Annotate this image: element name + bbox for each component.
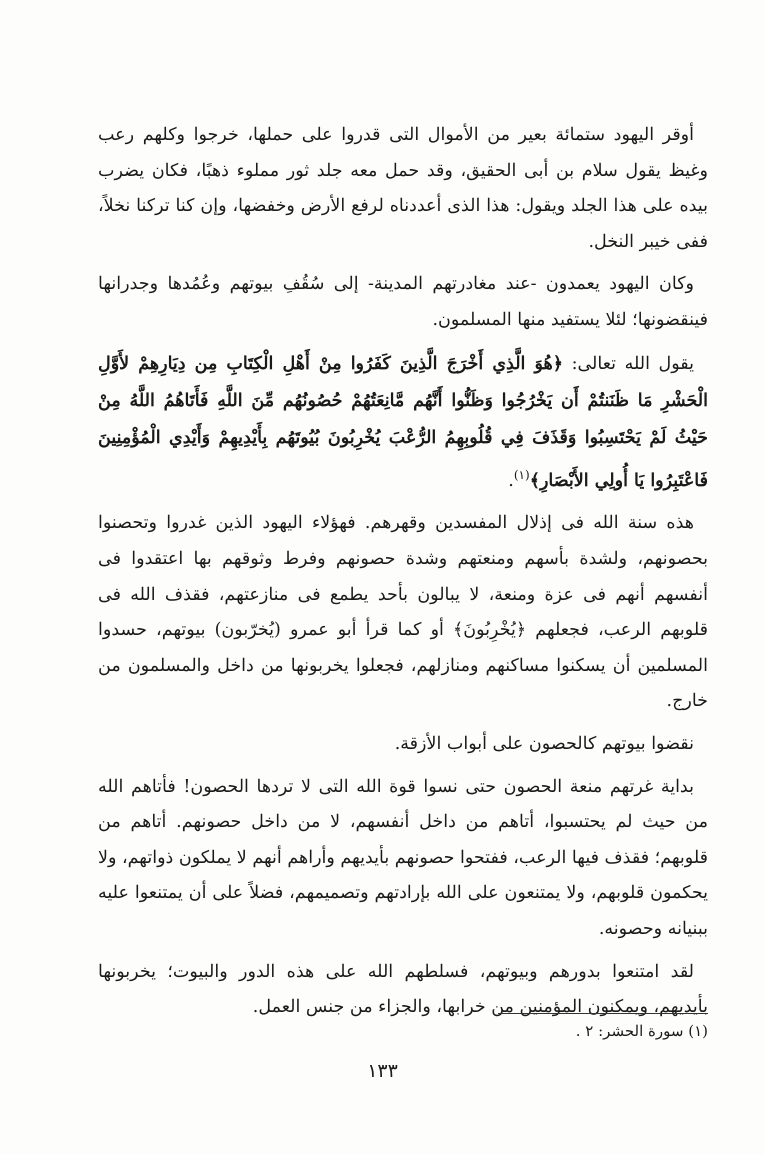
paragraph-4: نقضوا بيوتهم كالحصون على أبواب الأزقة. [394,733,694,754]
quran-end: . [508,470,514,491]
paragraph-5: بداية غرتهم منعة الحصون حتى نسوا قوة الله التى لا تردها الحصون! فأتاهم الله من حيث لم يحتسبوا، أتاهم من داخل أنفسهم، لا من داخل حصونهم. أتاهم من قلوبهم؛ فقذف فيها الرعب، ففتحوا حصونهم بأيديهم وأراهم أنهم لا يملكون ذواتهم، ولا يحكمون قلوبهم، ولا يمتنعون على الله بإرادتهم وتصميمهم، فضلاً على أن يمتنعوا عليه ببنيانه وحصونه. [97,776,708,939]
page-number: ١٣٣ [367,1060,398,1082]
footnote-reference: (١) [513,467,530,482]
quran-paragraph [98,346,708,500]
footnote-divider [498,1013,708,1014]
paragraph-3: هذه سنة الله فى إذلال المفسدين وقهرهم. فهؤلاء اليهود الذين غدروا وتحصنوا بحصونهم، ولشدة بأسهم ومنعتهم وشدة حصونهم وفرط وثوقهم بها اعتقدوا فى أنفسهم أنهم فى عزة ومنعة، لا يبالون بأحد يطمع فى منازعتهم، فقذف الله فى قلوبهم الرعب، فجعلهم ﴿يُخْرِبُونَ﴾ أو كما قرأ أبو عمرو (يُخرّبون) بيوتهم، حسدوا المسلمين أن يسكنوا مساكنهم ومنازلهم، فجعلوا يخربونها من داخل والمسلمون من خارج. [98,513,708,712]
quran-verse: ﴿هُوَ الَّذِي أَخْرَجَ الَّذِينَ كَفَرُوا مِنْ أَهْلِ الْكِتَابِ مِن دِيَارِهِمْ لأَوَّلِ الْحَشْرِ مَا ظَنَنتُمْ أَن يَخْرُجُوا وَظَنُّوا أَنَّهُم مَّانِعَتُهُمْ حُصُونُهُم مِّنَ اللَّهِ فَأَتَاهُمُ اللَّهُ مِنْ حَيْثُ لَمْ يَحْتَسِبُوا وَقَذَفَ فِي قُلُوبِهِمُ الرُّعْبَ يُخْرِبُونَ بُيُوتَهُم بِأَيْدِيهِمْ وَأَيْدِي الْمُؤْمِنِينَ فَاعْتَبِرُوا يَا أُولِي الأَبْصَارِ﴾ [98,353,708,491]
paragraph-2: وكان اليهود يعمدون -عند مغادرتهم المدينة- إلى سُقُفِ بيوتهم وعُمُدها وجدرانها فينقضونها؛ لئلا يستفيد منها المسلمون. [98,274,708,330]
footnote: (١) سورة الحشر: ٢ . [575,1022,708,1040]
paragraph-1: أوقر اليهود ستمائة بعير من الأموال التى قدروا على حملها، خرجوا وكلهم رعب وغيظ يقول سلام بن أبى الحقيق، وقد حمل معه جلد ثور مملوء ذهبًا، فكان يضرب بيده على هذا الجلد ويقول: هذا الذى أعددناه لرفع الأرض وخفضها، وإن كنا تركنا نخلاً، ففى خيبر النخل. [98,125,708,252]
main-text [98,118,708,1033]
paragraph-6: لقد امتنعوا بدورهم وبيوتهم، فسلطهم الله على هذه الدور والبيوت؛ يخربونها بأيديهم، ويمكنون المؤمنين من خرابها، والجزاء من جنس العمل. [98,961,708,1018]
quran-intro: يقول الله تعالى: [563,353,695,374]
